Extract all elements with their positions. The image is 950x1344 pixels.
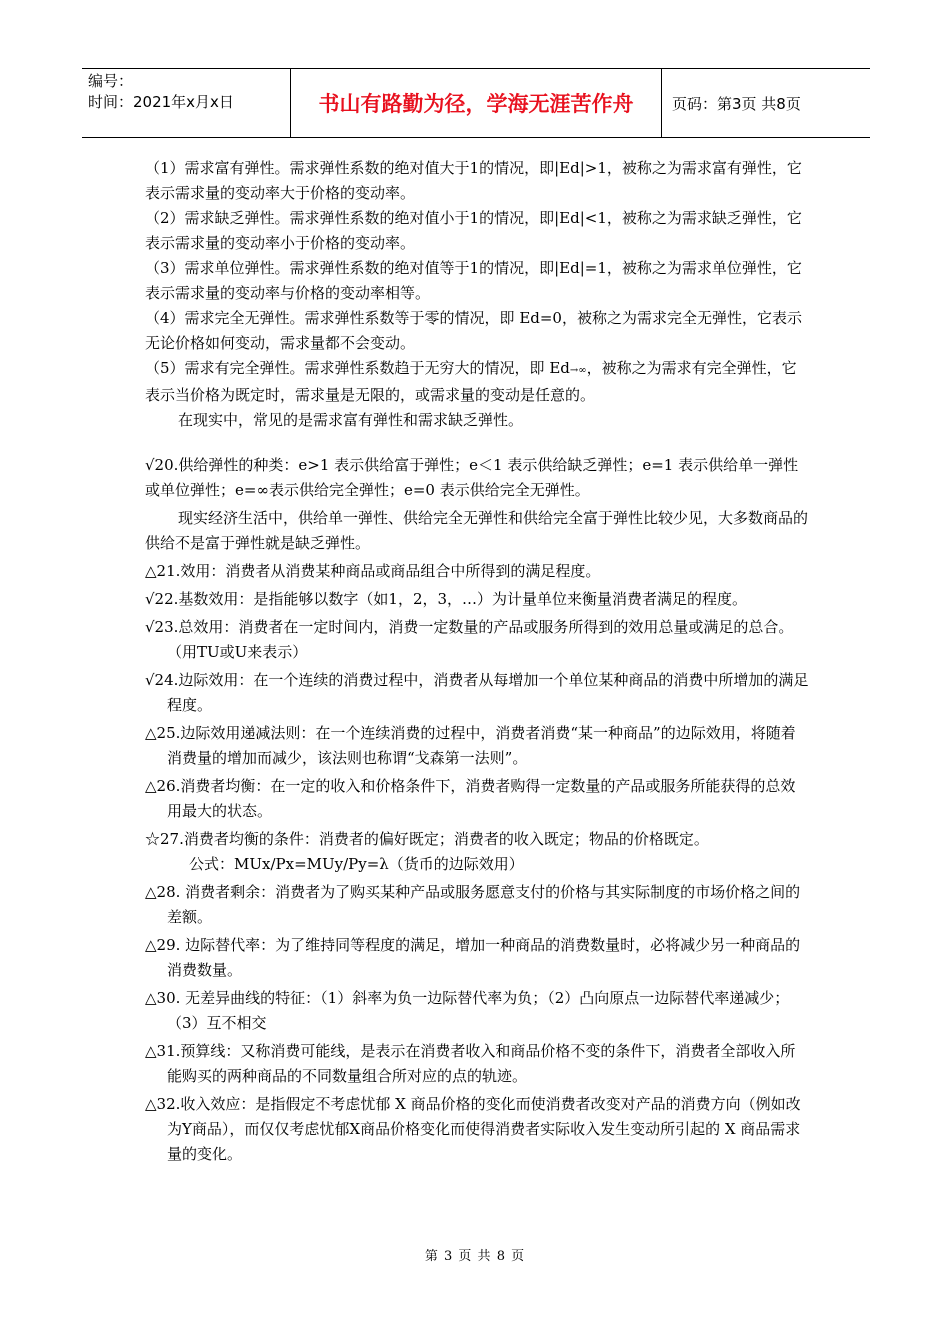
- paragraph: √24.边际效用：在一个连续的消费过程中，消费者从每增加一个单位某种商品的消费中所增加的满足程度。: [145, 671, 809, 714]
- header-info: [82, 69, 291, 137]
- header-table: [82, 68, 870, 138]
- paragraph: （3）需求单位弹性。需求弹性系数的绝对值等于1的情况，即|Ed|=1，被称之为需求单位弹性，它表示需求量的变动率与价格的变动率相等。: [145, 259, 802, 302]
- paragraph: △31.预算线：又称消费可能线，是表示在消费者收入和商品价格不变的条件下，消费者全部收入所能购买的两种商品的不同数量组合所对应的点的轨迹。: [145, 1042, 796, 1085]
- text-run: →∞: [569, 365, 587, 376]
- page-label: 页码：第3页 共8页: [672, 94, 801, 113]
- paragraph: ☆27.消费者均衡的条件：消费者的偏好既定；消费者的收入既定；物品的价格既定。: [145, 830, 709, 848]
- number-label: 编号：: [88, 72, 134, 90]
- document-body: [145, 156, 810, 1167]
- paragraph: △25.边际效用递减法则：在一个连续消费的过程中，消费者消费“某一种商品”的边际效用，将随着消费量的增加而减少，该法则也称谓“戈森第一法则”。: [145, 724, 796, 767]
- paragraph: √22.基数效用：是指能够以数字（如1，2，3，…）为计量单位来衡量消费者满足的程度。: [145, 590, 748, 608]
- motto: 书山有路勤为径，学海无涯苦作舟: [291, 69, 662, 137]
- text-run: ，被称之为需求有完全弹性，它表示当价格为既定时，需求量是无限的，或需求量的变动是任意的。: [145, 359, 797, 404]
- paragraph: √20.供给弹性的种类：e>1 表示供给富于弹性；e＜1 表示供给缺乏弹性；e=1 表示供给单一弹性或单位弹性；e=∞表示供给完全弹性；e=0 表示供给完全无弹性。: [145, 456, 799, 499]
- paragraph: △29. 边际替代率：为了维持同等程度的满足，增加一种商品的消费数量时，必将减少另一种商品的消费数量。: [145, 936, 801, 979]
- text-run: （5）需求有完全弹性。需求弹性系数趋于无穷大的情况，即 Ed: [145, 359, 570, 377]
- paragraph: 在现实中，常见的是需求富有弹性和需求缺乏弹性。: [178, 411, 524, 429]
- paragraph: △28. 消费者剩余：消费者为了购买某种产品或服务愿意支付的价格与其实际制度的市场价格之间的差额。: [145, 883, 801, 926]
- paragraph: △26.消费者均衡：在一定的收入和价格条件下，消费者购得一定数量的产品或服务所能获得的总效用最大的状态。: [145, 777, 796, 820]
- time-label: 时间：2021年x月x日: [88, 93, 234, 111]
- paragraph: △32.收入效应：是指假定不考虑忧郁 X 商品价格的变化而使消费者改变对产品的消费方向（例如改为Y商品），而仅仅考虑忧郁X商品价格变化而使得消费者实际收入发生变动所引起的 X 商品需求量的变化。: [145, 1095, 801, 1163]
- paragraph: √23.总效用：消费者在一定时间内，消费一定数量的产品或服务所得到的效用总量或满足的总合。（用TU或U来表示）: [145, 618, 794, 661]
- paragraph: [145, 356, 810, 408]
- paragraph: （2）需求缺乏弹性。需求弹性系数的绝对值小于1的情况，即|Ed|<1，被称之为需求缺乏弹性，它表示需求量的变动率小于价格的变动率。: [145, 209, 802, 252]
- paragraph: 现实经济生活中，供给单一弹性、供给完全无弹性和供给完全富于弹性比较少见，大多数商品的供给不是富于弹性就是缺乏弹性。: [145, 509, 809, 552]
- formula: 公式：MUx/Px=MUy/Py=λ（货币的边际效用）: [189, 855, 524, 873]
- page-footer: 第 3 页 共 8 页: [424, 1249, 526, 1264]
- paragraph: （4）需求完全无弹性。需求弹性系数等于零的情况，即 Ed=0，被称之为需求完全无弹性，它表示无论价格如何变动，需求量都不会变动。: [145, 309, 802, 352]
- paragraph: △30. 无差异曲线的特征：（1）斜率为负一边际替代率为负；（2）凸向原点一边际替代率递减少；（3）互不相交: [145, 989, 790, 1032]
- paragraph: （1）需求富有弹性。需求弹性系数的绝对值大于1的情况，即|Ed|>1，被称之为需求富有弹性，它表示需求量的变动率大于价格的变动率。: [145, 159, 802, 202]
- paragraph: △21.效用：消费者从消费某种商品或商品组合中所得到的满足程度。: [145, 562, 601, 580]
